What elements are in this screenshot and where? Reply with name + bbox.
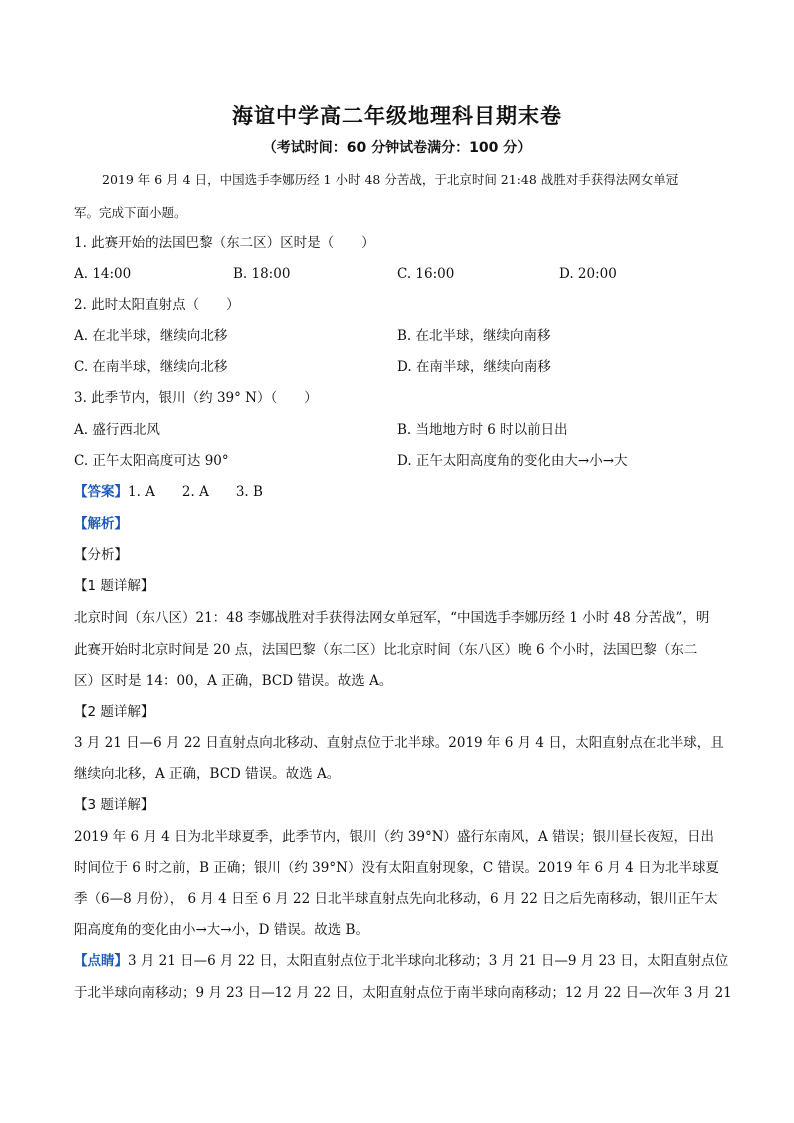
q2-detail-heading: 【2 题详解】 <box>74 704 155 720</box>
q2-detail-line-1: 3 月 21 日—6 月 22 日直射点向北移动、直射点位于北半球。2019 年 6 月 4 日，太阳直射点在北半球，且 <box>74 735 724 751</box>
q3-detail-line-1: 2019 年 6 月 4 日为北半球夏季，此季节内，银川（约 39°N）盛行东南风，A 错误；银川昼长夜短，日出 <box>74 829 715 845</box>
question-2-option-a: A. 在北半球，继续向北移 <box>74 328 228 344</box>
question-1-stem: 1. 此赛开始的法国巴黎（东二区）区时是（ ） <box>74 235 375 251</box>
question-3-stem: 3. 此季节内，银川（约 39° N）（ ） <box>74 390 318 406</box>
q3-detail-line-3: 季（6—8 月份）， 6 月 4 日至 6 月 22 日北半球直射点先向北移动，6 月 22 日之后先南移动，银川正午太 <box>74 891 718 907</box>
question-1-option-a: A. 14:00 <box>74 266 132 282</box>
question-1-option-b: B. 18:00 <box>233 266 291 282</box>
q3-detail-heading: 【3 题详解】 <box>74 797 155 813</box>
dianjing-line-1: 3 月 21 日—6 月 22 日，太阳直射点位于北半球向北移动；3 月 21 日—9 月 23 日，太阳直射点位 <box>128 953 729 969</box>
page-title: 海谊中学高二年级地理科目期末卷 <box>232 104 562 128</box>
q1-detail-heading: 【1 题详解】 <box>74 578 155 594</box>
question-1-option-c: C. 16:00 <box>397 266 455 282</box>
answer-label: 【答案】 <box>74 484 128 500</box>
question-3-option-d: D. 正午太阳高度角的变化由大→小→大 <box>397 453 628 469</box>
intro-line-2: 军。完成下面小题。 <box>74 205 187 220</box>
q3-detail-line-4: 阳高度角的变化由小→大→小，D 错误。故选 B。 <box>74 922 369 938</box>
question-2-option-b: B. 在北半球，继续向南移 <box>397 328 551 344</box>
q1-detail-line-1: 北京时间（东八区）21：48 李娜战胜对手获得法网女单冠军，“中国选手李娜历经 1 小时 48 分苦战”，明 <box>74 610 710 626</box>
jiexi-label: 【解析】 <box>74 516 128 532</box>
question-2-option-c: C. 在南半球，继续向北移 <box>74 359 228 375</box>
dianjing-label: 【点睛】 <box>74 953 128 969</box>
question-2-stem: 2. 此时太阳直射点（ ） <box>74 297 240 313</box>
question-3-option-c: C. 正午太阳高度可达 90° <box>74 453 229 469</box>
q3-detail-line-2: 时间位于 6 时之前，B 正确；银川（约 39°N）没有太阳直射现象，C 错误。2019 年 6 月 4 日为北半球夏 <box>74 860 720 876</box>
fenxi-label: 【分析】 <box>74 547 128 563</box>
answer-text: 1. A 2. A 3. B <box>128 484 263 500</box>
q1-detail-line-2: 此赛开始时北京时间是 20 点，法国巴黎（东二区）比北京时间（东八区）晚 6 个小时，法国巴黎（东二 <box>74 642 698 658</box>
intro-line-1: 2019 年 6 月 4 日，中国选手李娜历经 1 小时 48 分苦战，于北京时间 21:48 战胜对手获得法网女单冠 <box>102 172 679 187</box>
question-3-option-a: A. 盛行西北风 <box>74 422 160 438</box>
page-subtitle: （考试时间：60 分钟试卷满分：100 分） <box>262 140 532 156</box>
q2-detail-line-2: 继续向北移，A 正确，BCD 错误。故选 A。 <box>74 766 341 782</box>
dianjing-line-2: 于北半球向南移动；9 月 23 日—12 月 22 日，太阳直射点位于南半球向南移动；12 月 22 日—次年 3 月 21 <box>74 985 732 1001</box>
question-1-option-d: D. 20:00 <box>559 266 617 282</box>
q1-detail-line-3: 区）区时是 14：00，A 正确，BCD 错误。故选 A。 <box>74 673 393 689</box>
question-3-option-b: B. 当地地方时 6 时以前日出 <box>397 422 568 438</box>
answer-row <box>74 482 734 502</box>
dianjing-row <box>74 951 734 971</box>
question-2-option-d: D. 在南半球，继续向南移 <box>397 359 551 375</box>
